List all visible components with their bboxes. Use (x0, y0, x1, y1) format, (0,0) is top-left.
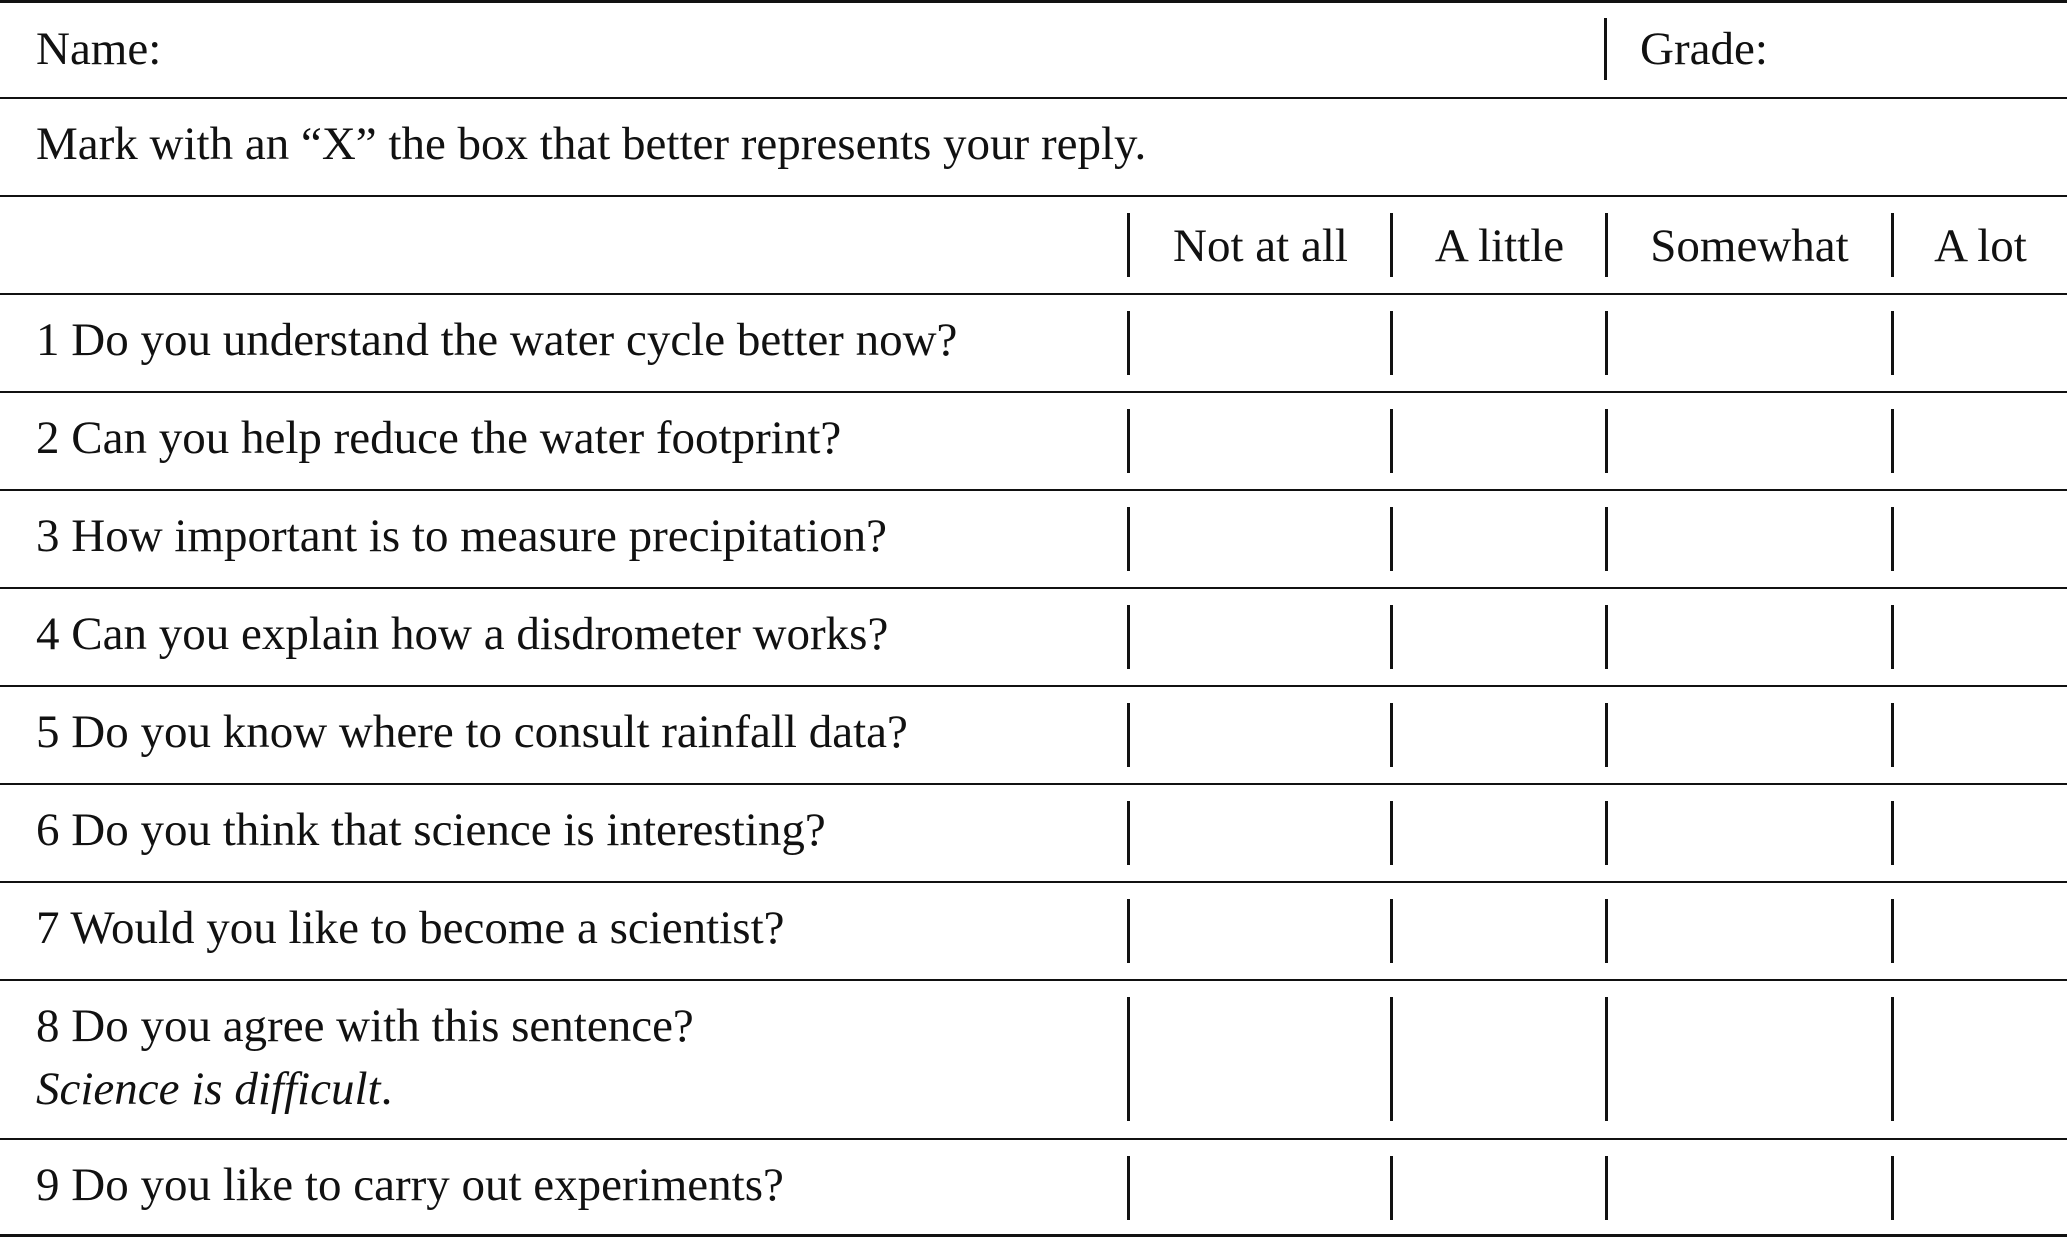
instruction-text: Mark with an “X” the box that better represents your reply. (36, 118, 1147, 170)
answer-box-a-little[interactable] (1393, 687, 1605, 784)
answer-box-a-lot[interactable] (1894, 589, 2067, 686)
question-subtext (36, 1063, 393, 1115)
answer-box-a-little[interactable] (1393, 1140, 1605, 1236)
grade-separator (1604, 18, 1607, 80)
question-subtext-italic: Science is difficult (36, 1063, 381, 1115)
instruction-row (0, 99, 2067, 196)
name-grade-row (0, 0, 2067, 98)
scale-header-row (0, 197, 2067, 294)
scale-option-not-at-all: Not at all (1173, 220, 1348, 272)
answer-box-not-at-all[interactable] (1130, 785, 1390, 882)
question-subtext-period: . (380, 1063, 393, 1115)
question-row (0, 491, 2067, 588)
bottom-rule (0, 1234, 2067, 1237)
answer-box-not-at-all[interactable] (1130, 883, 1390, 980)
answer-box-somewhat[interactable] (1608, 981, 1891, 1138)
question-row (0, 883, 2067, 980)
question-row (0, 687, 2067, 784)
answer-box-not-at-all[interactable] (1130, 491, 1390, 588)
question-text: 9 Do you like to carry out experiments? (36, 1159, 784, 1211)
answer-box-not-at-all[interactable] (1130, 981, 1390, 1138)
question-row (0, 1140, 2067, 1236)
answer-box-somewhat[interactable] (1608, 295, 1891, 392)
name-label: Name: (36, 23, 162, 75)
answer-box-not-at-all[interactable] (1130, 687, 1390, 784)
answer-box-somewhat[interactable] (1608, 687, 1891, 784)
answer-box-a-little[interactable] (1393, 491, 1605, 588)
question-row (0, 589, 2067, 686)
answer-box-a-little[interactable] (1393, 295, 1605, 392)
question-text: 2 Can you help reduce the water footprint? (36, 412, 842, 464)
answer-box-a-little[interactable] (1393, 883, 1605, 980)
answer-box-a-lot[interactable] (1894, 883, 2067, 980)
question-text: 5 Do you know where to consult rainfall data? (36, 706, 908, 758)
answer-box-a-lot[interactable] (1894, 491, 2067, 588)
answer-box-a-lot[interactable] (1894, 687, 2067, 784)
answer-box-a-lot[interactable] (1894, 981, 2067, 1138)
question-text: 7 Would you like to become a scientist? (36, 902, 785, 954)
question-row (0, 393, 2067, 490)
answer-box-a-lot[interactable] (1894, 1140, 2067, 1236)
grade-field[interactable] (1800, 16, 2050, 82)
answer-box-somewhat[interactable] (1608, 785, 1891, 882)
answer-box-not-at-all[interactable] (1130, 589, 1390, 686)
scale-option-a-little: A little (1434, 220, 1565, 272)
question-text: 8 Do you agree with this sentence? (36, 1000, 694, 1052)
scale-option-somewhat: Somewhat (1650, 220, 1849, 272)
question-row (0, 295, 2067, 392)
answer-box-not-at-all[interactable] (1130, 1140, 1390, 1236)
answer-box-a-little[interactable] (1393, 589, 1605, 686)
answer-box-a-little[interactable] (1393, 785, 1605, 882)
answer-box-somewhat[interactable] (1608, 883, 1891, 980)
answer-box-somewhat[interactable] (1608, 393, 1891, 490)
answer-box-not-at-all[interactable] (1130, 295, 1390, 392)
grade-label: Grade: (1640, 23, 1768, 75)
question-text: 1 Do you understand the water cycle better now? (36, 314, 958, 366)
question-text: 3 How important is to measure precipitation? (36, 510, 888, 562)
question-text: 4 Can you explain how a disdrometer works? (36, 608, 889, 660)
answer-box-a-lot[interactable] (1894, 785, 2067, 882)
answer-box-not-at-all[interactable] (1130, 393, 1390, 490)
answer-box-somewhat[interactable] (1608, 491, 1891, 588)
answer-box-somewhat[interactable] (1608, 1140, 1891, 1236)
question-row (0, 785, 2067, 882)
question-text: 6 Do you think that science is interesting? (36, 804, 826, 856)
answer-box-a-lot[interactable] (1894, 295, 2067, 392)
scale-option-a-lot: A lot (1934, 220, 2027, 272)
question-row (0, 981, 2067, 1138)
answer-box-a-lot[interactable] (1894, 393, 2067, 490)
answer-box-somewhat[interactable] (1608, 589, 1891, 686)
answer-box-a-little[interactable] (1393, 981, 1605, 1138)
name-field[interactable] (200, 16, 1590, 82)
answer-box-a-little[interactable] (1393, 393, 1605, 490)
